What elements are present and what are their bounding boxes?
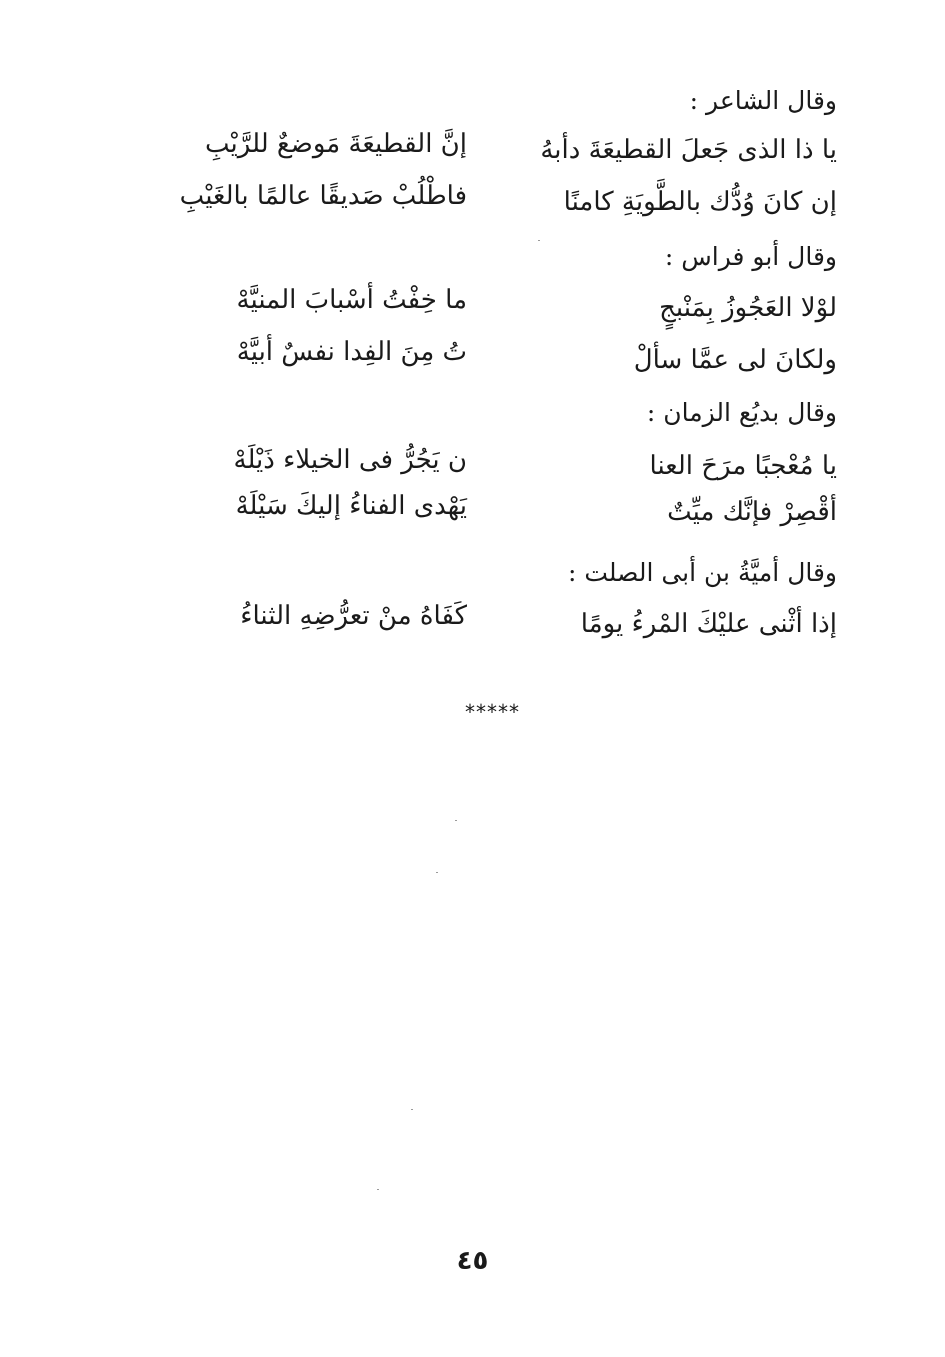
- verse-7-first-hemistich: إذا أثْنى عليْكَ المْرءُ يومًا: [580, 609, 837, 639]
- scan-speck: [455, 820, 457, 821]
- verse-5-first-hemistich: يا مُعْجبًا مرَحَ العنا: [649, 451, 837, 481]
- verse-5-second-hemistich: ن يَجُرُّ فى الخيلاء ذَيْلَهْ: [233, 445, 467, 475]
- section-separator: *****: [465, 700, 520, 724]
- verse-6-first-hemistich: أقْصِرْ فإنَّك ميِّتٌ: [667, 497, 837, 527]
- verse-1-second-hemistich: إنَّ القطيعَةَ مَوضعٌ للرَّيْبِ: [205, 129, 467, 159]
- section-intro-abu-firas: وقال أبو فراس :: [664, 242, 837, 271]
- verse-6-second-hemistich: يَهْدى الفناءُ إليكَ سَيْلَهْ: [235, 491, 467, 521]
- scan-speck: [538, 240, 540, 241]
- scan-speck: [377, 1189, 379, 1190]
- section-intro-umayya: وقال أميَّةُ بن أبى الصلت :: [567, 558, 837, 587]
- scan-speck: [411, 1109, 413, 1110]
- verse-3-first-hemistich: لوْلا العَجُوزُ بِمَنْبجٍ: [659, 293, 837, 323]
- verse-4-second-hemistich: تُ مِنَ الفِدا نفسٌ أبيَّهْ: [236, 337, 467, 367]
- verse-2-second-hemistich: فاطْلُبْ صَديقًا عالمًا بالغَيْبِ: [179, 181, 467, 211]
- verse-2-first-hemistich: إن كانَ وُدُّك بالطَّويَةِ كامنًا: [563, 187, 837, 217]
- section-intro-badi-al-zaman: وقال بديُع الزمان :: [646, 398, 837, 427]
- verse-7-second-hemistich: كَفَاهُ منْ تعرُّضِهِ الثناءُ: [240, 601, 467, 631]
- verse-3-second-hemistich: ما خِفْتُ أسْبابَ المنيَّهْ: [236, 285, 467, 315]
- scan-speck: [436, 872, 438, 873]
- verse-4-first-hemistich: ولكانَ لى عمَّا سألْ: [633, 345, 837, 375]
- page-number: ٤٥: [456, 1246, 489, 1276]
- verse-1-first-hemistich: يا ذا الذى جَعلَ القطيعَةَ دأبهُ: [540, 135, 837, 165]
- section-intro-poet: وقال الشاعر :: [689, 86, 837, 115]
